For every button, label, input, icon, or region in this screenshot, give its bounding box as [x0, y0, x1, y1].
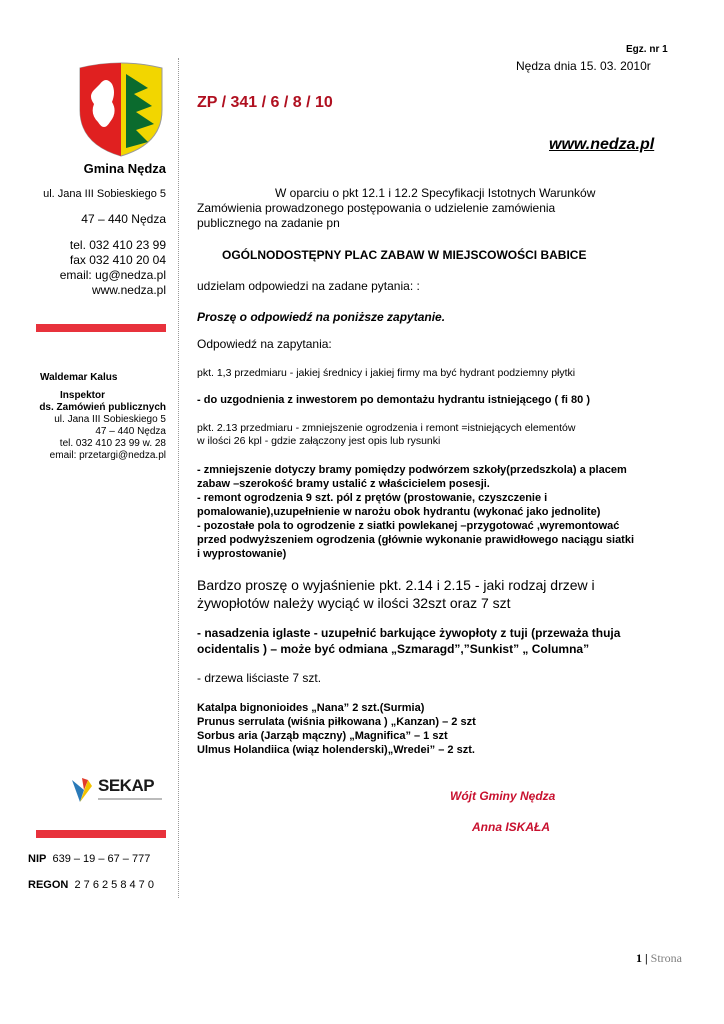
answer-2-line: zabaw –szerokość bramy ustalić z właścicielem posesji. — [197, 478, 490, 490]
tree-item: Prunus serrulata (wiśnia piłkowana ) „Kanzan) – 2 szt — [197, 716, 476, 728]
answer-2-line: - zmniejszenie dotyczy bramy pomiędzy podwórzem szkoły(przedszkola) a placem — [197, 464, 627, 476]
answer-intro: udzielam odpowiedzi na zadane pytania: : — [197, 279, 420, 293]
sidebar-red-bar-top — [36, 324, 166, 332]
answer-3-line-2: ocidentalis ) – może być odmiana „Szmaragd”,”Sunkist” „ Columna” — [197, 642, 590, 656]
answer-heading: Odpowiedź na zapytania: — [197, 337, 332, 351]
nip-value: 639 – 19 – 67 – 777 — [52, 853, 151, 865]
question-3-line-1: Bardzo proszę o wyjaśnienie pkt. 2.14 i 2.15 - jaki rodzaj drzew i — [197, 577, 595, 593]
copy-number: Egz. nr 1 — [626, 44, 668, 55]
trees-heading: - drzewa liściaste 7 szt. — [197, 671, 322, 685]
sekap-logo — [70, 774, 166, 808]
reference-number: ZP / 341 / 6 / 8 / 10 — [197, 94, 333, 111]
nip-label: NIP — [28, 853, 47, 865]
intro-line-2: Zamówienia prowadzonego postępowania o udzielenie zamówienia — [197, 201, 556, 215]
answer-2-line: - pozostałe pola to ogrodzenie z siatki powlekanej –przygotować ,wyremontować — [197, 520, 620, 532]
answer-3-line-1: - nasadzenia iglaste - uzupełnić barkujące żywopłoty z tuji (przeważa thuja — [197, 626, 621, 640]
answer-1: - do uzgodnienia z inwestorem po demontażu hydrantu istniejącego ( fi 80 ) — [197, 394, 590, 406]
answer-2-line: pomalowanie),uzupełnienie w narożu obok hydrantu (wykonać jako jednolite) — [197, 506, 601, 518]
question-3-line-2: żywopłotów należy wyciąć w ilości 32szt oraz 7 szt — [197, 595, 511, 611]
contact-person-postcode: 47 – 440 Nędza — [95, 426, 166, 437]
contact-person-street: ul. Jana III Sobieskiego 5 — [54, 414, 166, 425]
question-2-line-2: w ilości 26 kpl - gdzie załączony jest opis lub rysunki — [197, 435, 441, 447]
contact-person-email[interactable]: email: przetargi@nedza.pl — [49, 450, 166, 461]
page-number: 1 — [636, 951, 642, 965]
signature-name: Anna ISKAŁA — [472, 820, 550, 834]
question-2-line-1: pkt. 2.13 przedmiaru - zmniejszenie ogrodzenia i remont =istniejących elementów — [197, 422, 576, 434]
answer-2-line: przed podwyższeniem ogrodzenia (głównie wykonanie prawidłowego naciągu siatki — [197, 534, 635, 546]
intro-line-3: publicznego na zadanie pn — [197, 216, 340, 230]
sidebar-divider — [178, 58, 179, 898]
regon-value: 2 7 6 2 5 8 4 7 0 — [74, 879, 154, 891]
tree-item: Sorbus aria (Jarząb mączny) „Magnifica” – 1 szt — [197, 730, 448, 742]
intro-line-1: W oparciu o pkt 12.1 i 12.2 Specyfikacji Istotnych Warunków — [275, 186, 596, 200]
contact-person-phone: tel. 032 410 23 99 w. 28 — [59, 438, 166, 449]
org-email[interactable]: email: ug@nedza.pl — [59, 268, 166, 282]
sidebar-red-bar-bottom — [36, 830, 166, 838]
question-1: pkt. 1,3 przedmiaru - jakiej średnicy i jakiej firmy ma być hydrant podziemny płytki — [197, 367, 576, 379]
project-title: OGÓLNODOSTĘPNY PLAC ZABAW W MIEJSCOWOŚCI BABICE — [222, 248, 587, 262]
org-street: ul. Jana III Sobieskiego 5 — [43, 188, 166, 200]
header-website[interactable]: www.nedza.pl — [549, 136, 655, 153]
org-postcode: 47 – 440 Nędza — [81, 212, 166, 226]
tree-item: Ulmus Holandiica (wiąz holenderski)„Wredei” – 2 szt. — [197, 744, 475, 756]
page-footer — [636, 951, 682, 966]
page-label: Strona — [650, 951, 682, 965]
org-website[interactable]: www.nedza.pl — [91, 283, 166, 297]
org-name: Gmina Nędza — [83, 161, 166, 176]
answer-2-line: - remont ogrodzenia 9 szt. pól z prętów (prostowanie, czyszczenie i — [197, 492, 548, 504]
page-separator: | — [645, 951, 648, 965]
signature-title: Wójt Gminy Nędza — [450, 789, 556, 803]
sekap-logo-tagline — [98, 798, 162, 800]
coat-of-arms-logo — [78, 62, 164, 158]
org-phone: tel. 032 410 23 99 — [69, 238, 166, 252]
org-fax: fax 032 410 20 04 — [69, 253, 166, 267]
request-text: Proszę o odpowiedź na poniższe zapytanie. — [197, 310, 446, 324]
contact-person-dept: ds. Zamówień publicznych — [39, 402, 166, 413]
place-date: Nędza dnia 15. 03. 2010r — [516, 59, 651, 73]
tree-item: Katalpa bignonioides „Nana” 2 szt.(Surmia) — [197, 702, 425, 714]
contact-person-name: Waldemar Kalus — [40, 372, 118, 383]
contact-person-title: Inspektor — [60, 390, 106, 401]
sekap-logo-text: SEKAP — [98, 776, 155, 795]
answer-2-line: i wyprostowanie) — [197, 548, 287, 560]
regon-label: REGON — [28, 879, 69, 891]
